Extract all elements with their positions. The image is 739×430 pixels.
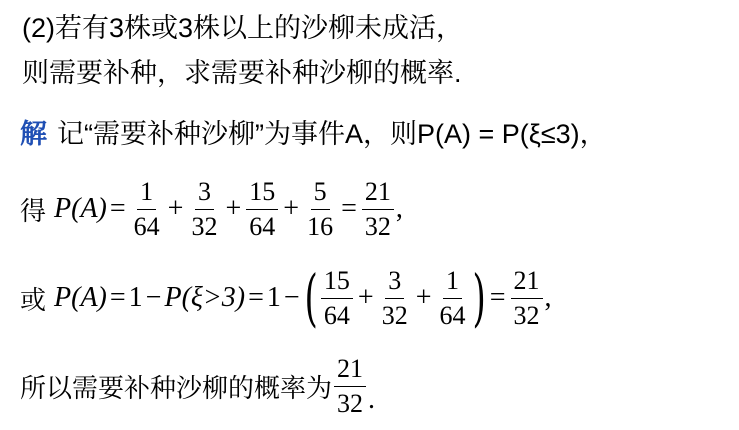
fraction-numerator: 3 xyxy=(385,266,404,299)
fraction-denominator: 64 xyxy=(133,211,160,241)
number-one: 1 xyxy=(266,282,281,313)
fraction-denominator: 16 xyxy=(307,211,334,241)
fraction-result xyxy=(511,266,543,331)
trailing-comma: , xyxy=(544,282,552,313)
fraction-denominator: 32 xyxy=(191,211,218,241)
fraction-term xyxy=(321,266,353,331)
fraction-numerator: 3 xyxy=(195,177,214,210)
equals-sign: = xyxy=(248,282,264,313)
solution-line xyxy=(20,112,607,151)
fraction-result xyxy=(362,177,394,242)
fraction-numerator: 21 xyxy=(511,266,543,299)
fraction-denominator: 64 xyxy=(323,300,350,330)
equals-sign: = xyxy=(341,193,357,224)
right-parenthesis: ) xyxy=(471,261,486,334)
equation-2 xyxy=(20,262,552,334)
minus-sign: − xyxy=(145,282,162,313)
equals-sign: = xyxy=(489,282,506,313)
equation-1 xyxy=(20,173,403,245)
plus-sign: + xyxy=(167,193,184,224)
equation-1-lhs: P(A) xyxy=(54,193,107,224)
fraction-term xyxy=(188,177,220,242)
fraction-denominator: 32 xyxy=(364,211,391,241)
fraction-term xyxy=(131,177,163,242)
left-parenthesis: ( xyxy=(304,261,318,334)
number-one: 1 xyxy=(128,282,143,313)
minus-sign: − xyxy=(283,282,300,313)
fraction-numerator: 1 xyxy=(137,177,156,210)
fraction-term xyxy=(437,266,469,331)
question-line-1: (2)若有3株或3株以上的沙柳未成活， xyxy=(22,13,464,43)
complement-probability: P(ξ>3) xyxy=(164,282,246,313)
equation-2-lhs: P(A) xyxy=(54,282,107,313)
fraction-denominator: 64 xyxy=(439,300,466,330)
fraction-numerator: 15 xyxy=(321,266,353,299)
equation-2-lead: 或 xyxy=(20,285,47,316)
fraction-numerator: 21 xyxy=(334,354,366,387)
equals-sign: = xyxy=(109,282,126,313)
trailing-period: . xyxy=(368,384,376,415)
question-line-2: 则需要补种，求需要补种沙柳的概率. xyxy=(22,58,462,88)
plus-sign: + xyxy=(357,282,374,313)
trailing-comma: , xyxy=(395,193,403,224)
fraction-denominator: 32 xyxy=(381,300,408,330)
conclusion-line xyxy=(20,350,375,422)
plus-sign: + xyxy=(225,193,242,224)
solution-keyword: 解 xyxy=(20,119,47,149)
fraction-denominator: 32 xyxy=(337,388,364,418)
fraction-numerator: 1 xyxy=(443,266,462,299)
conclusion-text: 所以需要补种沙柳的概率为 xyxy=(20,373,333,404)
fraction-denominator: 32 xyxy=(513,300,540,330)
plus-sign: + xyxy=(415,282,432,313)
fraction-term xyxy=(304,177,336,242)
fraction-term xyxy=(379,266,411,331)
equals-sign: = xyxy=(109,193,126,224)
solution-text: 记“需要补种沙柳”为事件A，则P(A) = P(ξ≤3)， xyxy=(57,119,607,149)
fraction-numerator: 5 xyxy=(311,177,330,210)
fraction-denominator: 64 xyxy=(249,211,276,241)
fraction-result xyxy=(334,354,366,419)
fraction-term xyxy=(246,177,278,242)
equation-1-lead: 得 xyxy=(20,196,47,227)
plus-sign: + xyxy=(283,193,300,224)
fraction-numerator: 21 xyxy=(362,177,394,210)
fraction-numerator: 15 xyxy=(246,177,278,210)
